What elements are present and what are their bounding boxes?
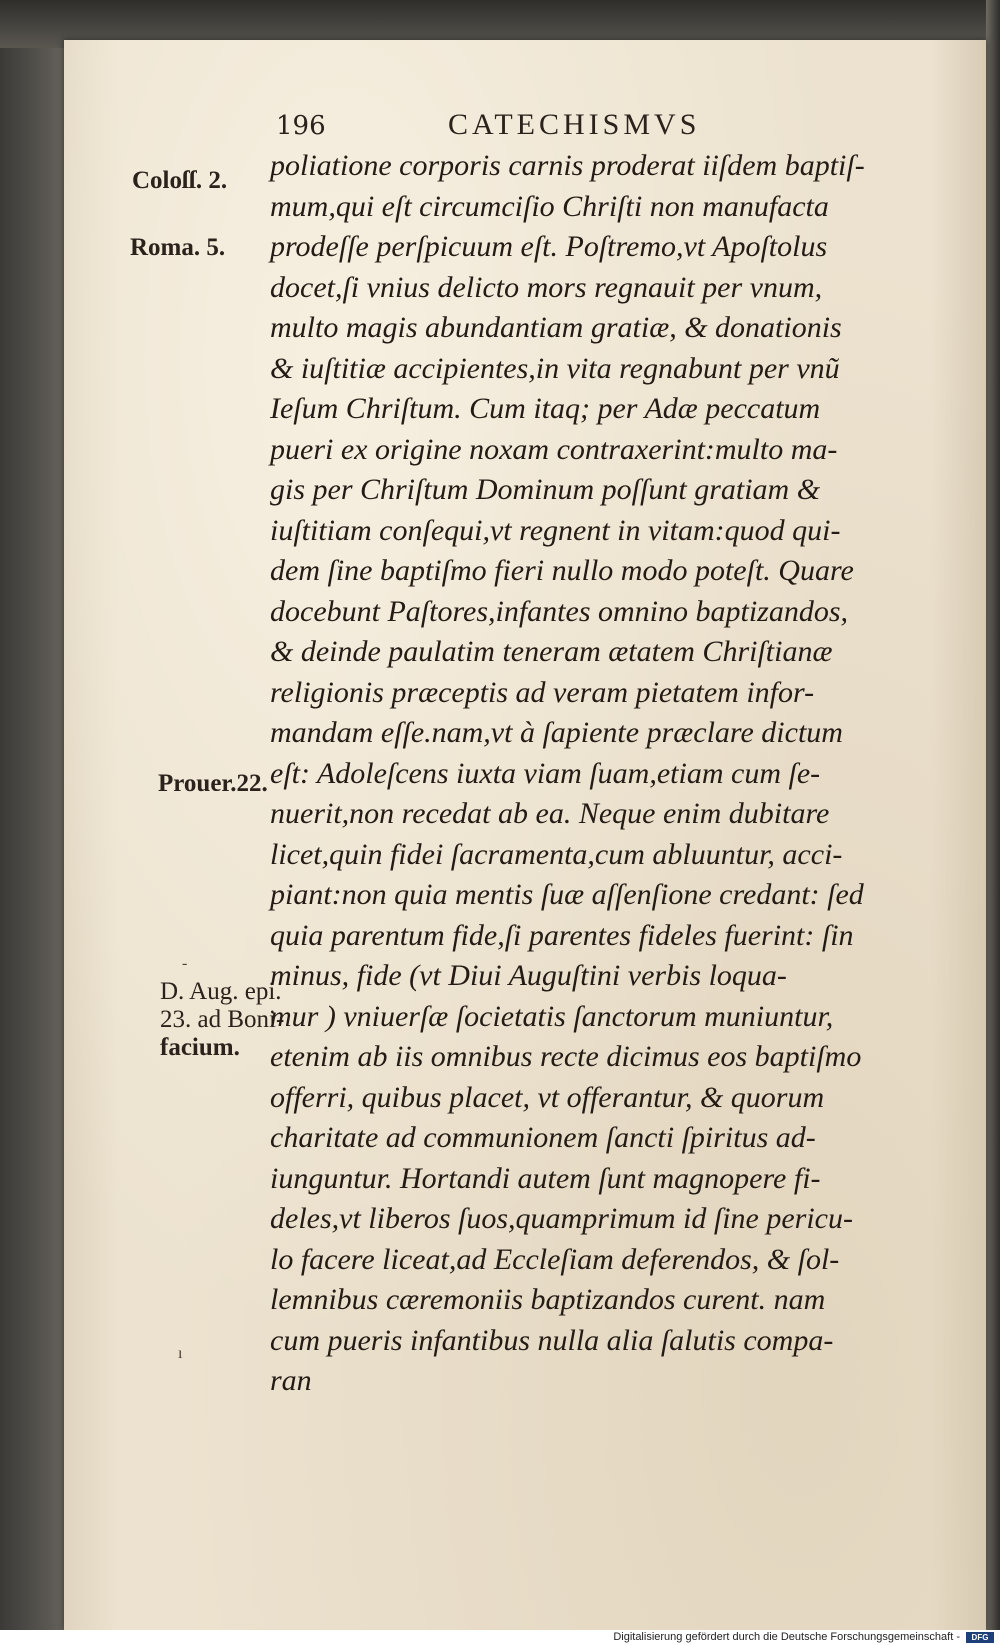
body-line: pueri ex origine noxam contraxerint:multo ma- <box>270 432 838 466</box>
margin-note-augustine-3: facium. <box>160 1034 240 1061</box>
footer <box>0 1630 1000 1645</box>
body-line: prodeſſe perſpicuum eſt. Poſtremo,vt Apoſtolus <box>270 230 828 263</box>
body-line: ran <box>270 1364 312 1397</box>
body-line: iunguntur. Hortandi autem ſunt magnopere fi- <box>270 1161 821 1195</box>
body-line: piant:non quia mentis ſuæ aſſenſione credant: ſed <box>270 878 864 911</box>
dfg-logo: DFG <box>966 1632 994 1643</box>
body-line: multo magis abundantiam gratiæ, & donationis <box>270 311 842 344</box>
body-line: docebunt Paſtores,infantes omnino baptizandos, <box>270 594 849 628</box>
body-line: deles,vt liberos ſuos,quamprimum id ſine pericu- <box>270 1202 853 1235</box>
body-line: lo facere liceat,ad Eccleſiam deferendos, & ſol- <box>270 1242 840 1276</box>
running-head: CATECHISMVS <box>448 108 701 141</box>
body-line: dem ſine baptiſmo fieri nullo modo poteſt. Quare <box>270 554 854 587</box>
body-line: Ieſum Chriſtum. Cum itaq; per Adæ peccatum <box>270 392 821 425</box>
body-text <box>270 146 970 1402</box>
body-line: etenim ab iis omnibus recte dicimus eos baptiſmo <box>270 1040 862 1073</box>
body-line: gis per Chriſtum Dominum poſſunt gratiam & <box>270 473 821 506</box>
stray-mark: - <box>182 955 188 972</box>
margin-note-augustine-1: D. Aug. epi. <box>160 978 282 1005</box>
body-line: docet,ſi vnius delicto mors regnauit per vnum, <box>270 270 823 304</box>
body-line: nuerit,non recedat ab ea. Neque enim dubitare <box>270 797 830 830</box>
margin-note-romans: Roma. 5. <box>130 234 226 261</box>
body-line: licet,quin fidei ſacramenta,cum abluuntur, acci- <box>270 837 843 871</box>
footer-credit: Digitalisierung gefördert durch die Deutsche Forschungsgemeinschaft - <box>613 1631 960 1643</box>
body-line: religionis præceptis ad veram pietatem infor- <box>270 675 815 709</box>
body-line: mum,qui eſt circumciſio Chriſti non manufacta <box>270 189 829 223</box>
body-line: charitate ad communionem ſancti ſpiritus ad- <box>270 1121 816 1154</box>
scan-background-right <box>986 0 1000 1630</box>
margin-note-augustine-2: 23. ad Boni- <box>160 1006 285 1033</box>
body-line: minus, fide (vt Diui Auguſtini verbis loqua- <box>270 959 787 992</box>
body-line: poliatione corporis carnis proderat iiſdem baptiſ- <box>270 149 865 182</box>
body-line: & deinde paulatim teneram ætatem Chriſtianæ <box>270 635 833 668</box>
margin-note-proverbs: Prouer.22. <box>158 770 268 797</box>
body-line: iuſtitiam conſequi,vt regnent in vitam:quod qui- <box>270 513 841 547</box>
page-number: 196 <box>276 111 326 141</box>
body-line: offerri, quibus placet, vt offerantur, & quorum <box>270 1080 825 1114</box>
body-line: eſt: Adoleſcens iuxta viam ſuam,etiam cum ſe- <box>270 756 821 790</box>
body-line: & iuſtitiæ accipientes,in vita regnabunt per vnũ <box>270 351 840 385</box>
body-line: mandam eſſe.nam,vt à ſapiente præclare dictum <box>270 716 843 749</box>
stray-mark: ı <box>178 1345 183 1362</box>
binding-left <box>0 0 70 1630</box>
body-line: lemnibus cæremoniis baptizandos curent. nam <box>270 1283 826 1316</box>
body-line: mur ) vniuerſæ ſocietatis ſanctorum muniuntur, <box>270 999 834 1033</box>
margin-note-colossians: Coloſſ. 2. <box>132 167 228 194</box>
body-line: quia parentum fide,ſi parentes fideles fuerint: ſin <box>270 918 854 952</box>
body-line: cum pueris infantibus nulla alia ſalutis compa- <box>270 1323 834 1357</box>
